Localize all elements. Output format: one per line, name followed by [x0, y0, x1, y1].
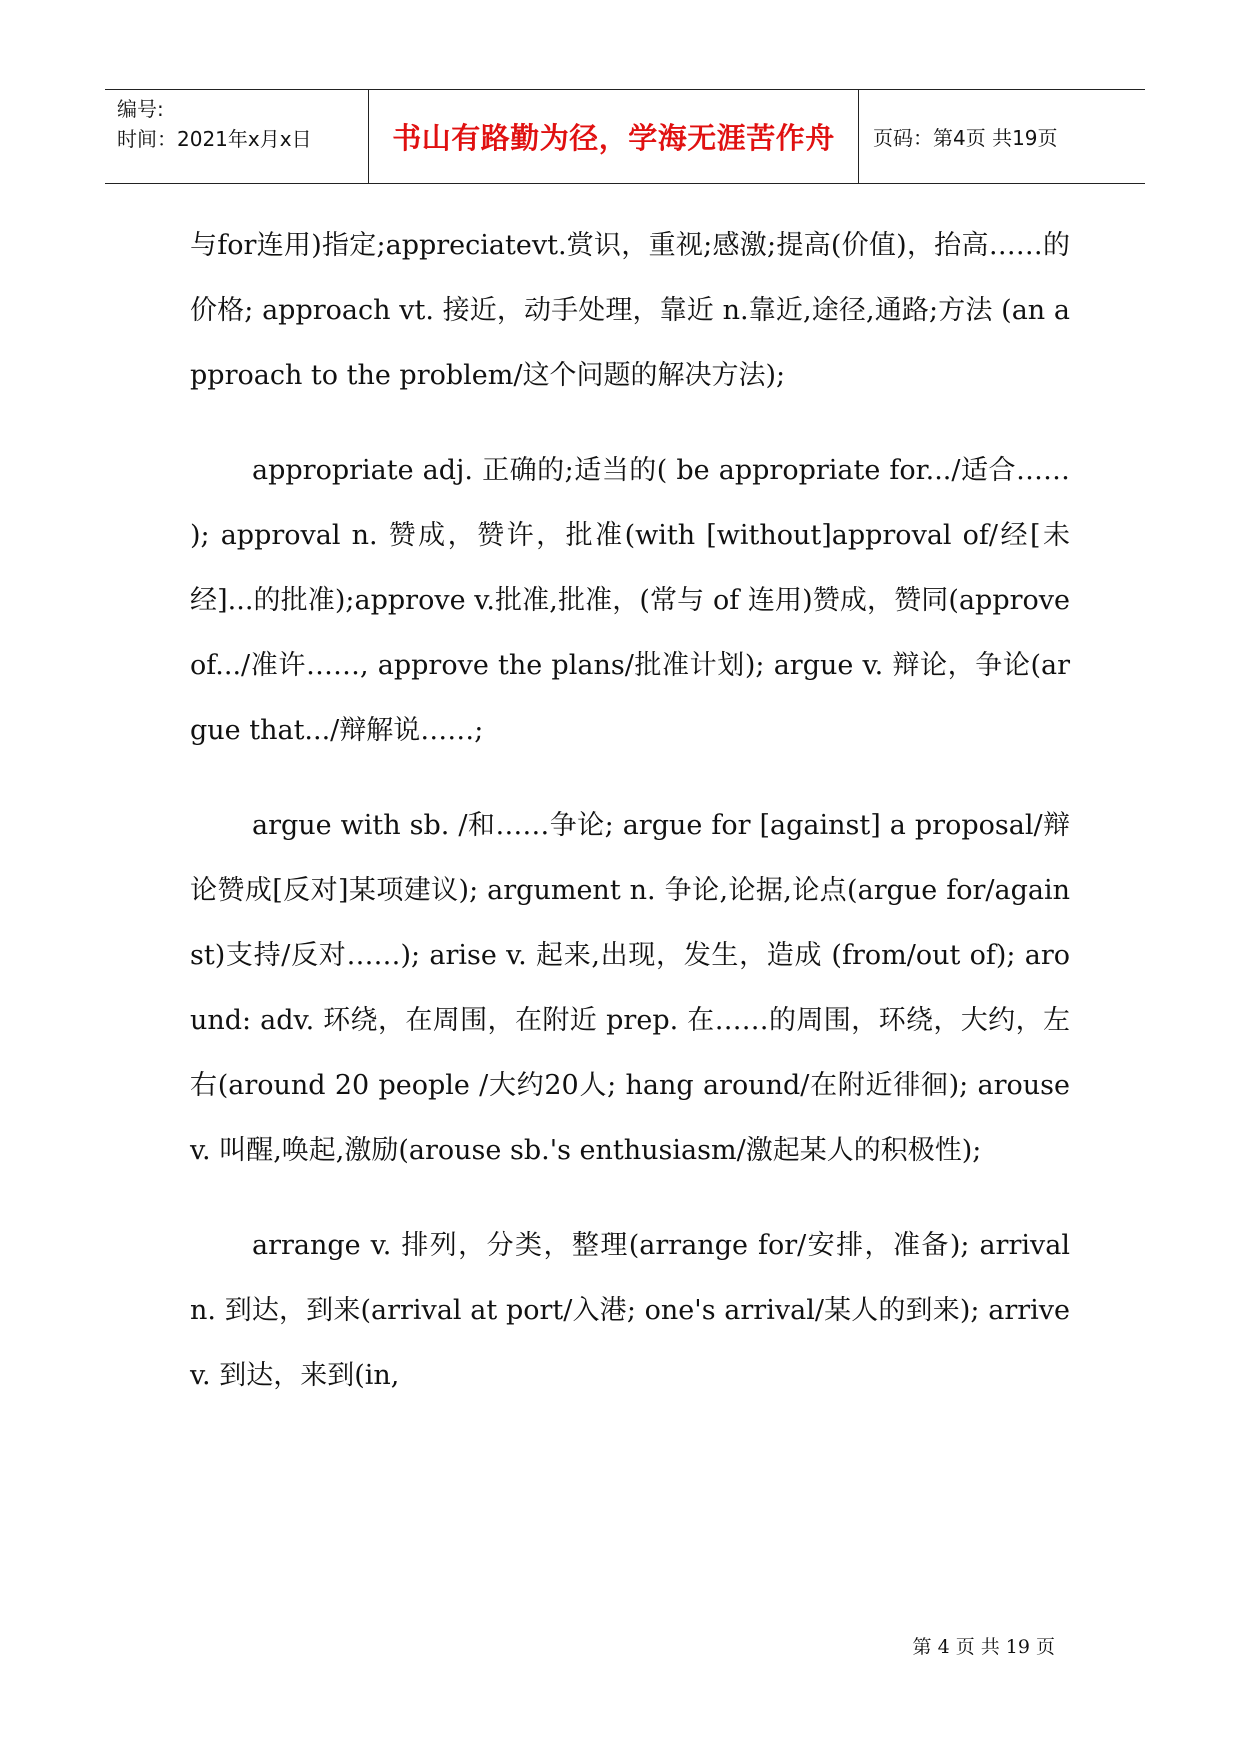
- header-meta-cell: [105, 90, 369, 183]
- document-body: [190, 213, 1070, 1408]
- body-paragraph-3: argue with sb. /和……争论; argue for [against] a proposal/辩论赞成[反对]某项建议); argument n. 争论,论据,论点(argue for/against)支持/反对……); arise v. 起来,出现，发生，造成 (from/out of); around: adv. 环绕，在周围，在附近 prep. 在……的周围，环绕，大约，左右(around 20 people /大约20人; hang around/在附近徘徊); arouse v. 叫醒,唤起,激励(arouse sb.'s enthusiasm/激起某人的积极性);: [190, 810, 1070, 1166]
- page-number-footer: 第 4 页 共 19 页: [912, 1636, 1055, 1658]
- header-page-cell: [859, 90, 1145, 183]
- body-paragraph-2: appropriate adj. 正确的;适当的( be appropriate for.../适合…… ); approval n. 赞成，赞许，批准(with [without]approval of/经[未经]...的批准);approve v.批准,批准，(常与 of 连用)赞成，赞同(approve of.../准许……, approve the plans/批准计划); argue v. 辩论，争论(argue that.../辩解说……;: [190, 455, 1070, 746]
- header-motto: 书山有路勤为径，学海无涯苦作舟: [392, 121, 835, 155]
- header-page-code: 页码：第4页 共19页: [873, 126, 1058, 150]
- header-number-label: 编号:: [117, 97, 164, 121]
- body-paragraph-1: 与for连用)指定;appreciatevt.赏识，重视;感激;提高(价值)，抬高……的价格; approach vt. 接近，动手处理，靠近 n.靠近,途径,通路;方法 (an approach to the problem/这个问题的解决方法);: [190, 230, 1070, 391]
- document-header: [105, 89, 1145, 184]
- header-date: 时间：2021年x月x日: [117, 127, 312, 151]
- header-motto-cell: [369, 90, 859, 183]
- body-paragraph-4: arrange v. 排列，分类，整理(arrange for/安排，准备); arrival n. 到达，到来(arrival at port/入港; one's arrival/某人的到来); arrive v. 到达，来到(in,: [190, 1230, 1070, 1391]
